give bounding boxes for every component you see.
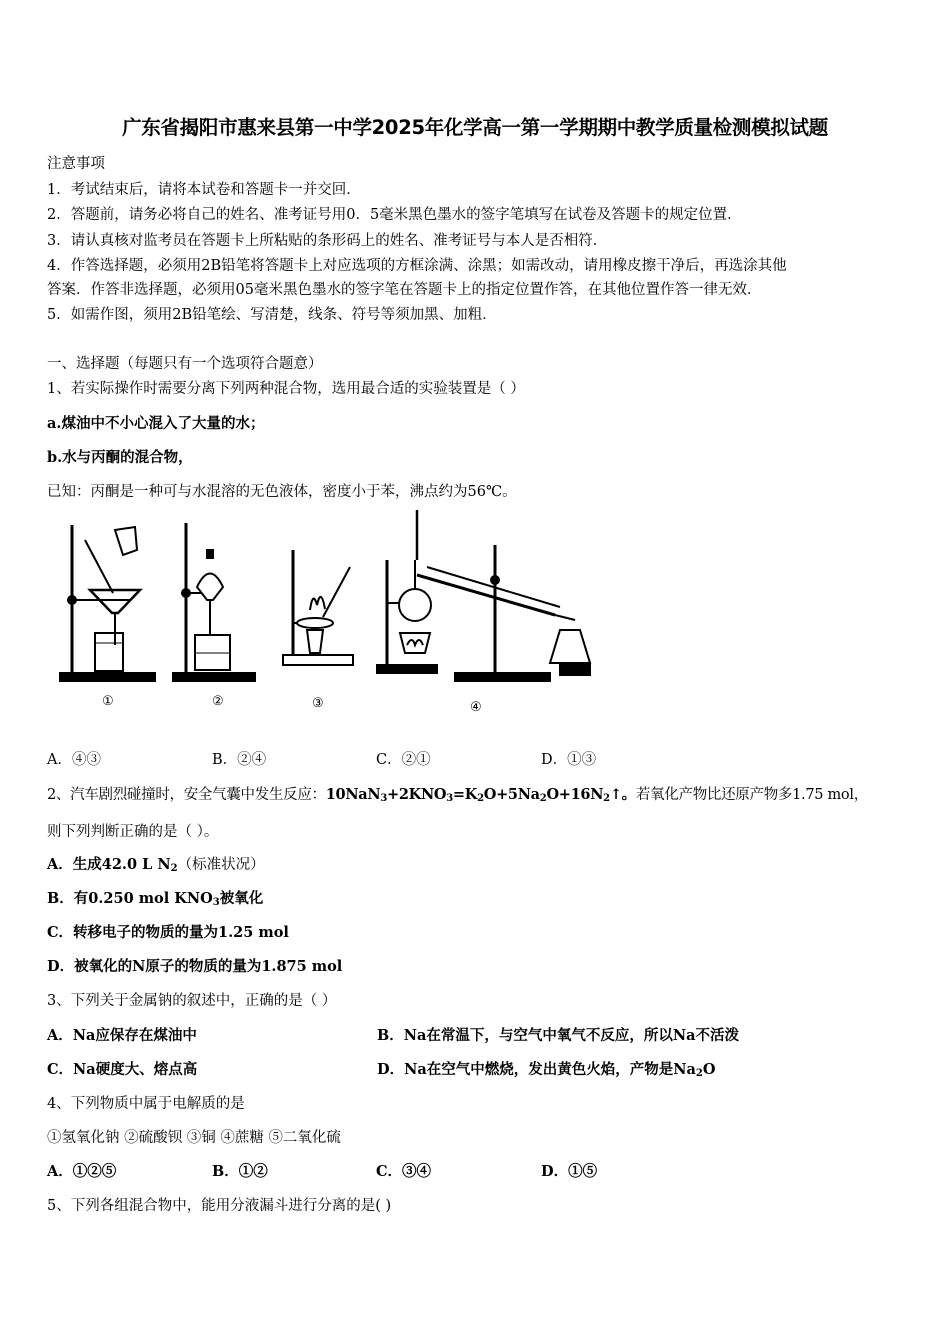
notice-heading: 注意事项: [47, 156, 105, 172]
section-heading: 一、选择题（每题只有一个选项符合题意）: [47, 356, 323, 372]
notice-item: 答案．作答非选择题，必须用05毫米黑色墨水的签字笔在答题卡上的指定位置作答，在其他位置作答一律无效．: [47, 282, 762, 298]
question-2-option-c: C．转移电子的物质的量为1.25 mol: [47, 924, 289, 941]
q2-stem-pre: 2、汽车剧烈碰撞时，安全气囊中发生反应：: [47, 787, 326, 803]
apparatus-figure: [55, 505, 615, 720]
question-2-option-b: B．有0.250 mol $KNO_3$被氧化: [47, 890, 264, 908]
notice-item: 5．如需作图，须用2B铅笔绘、写清楚，线条、符号等须加黑、加粗．: [47, 307, 497, 323]
apparatus-label: ④: [470, 700, 482, 715]
question-1-option-d: D．①③: [541, 752, 597, 768]
question-2-option-d: D．被氧化的N原子的物质的量为1.875 mol: [47, 958, 343, 975]
q2-stem-post: 若氧化产物比还原产物多1.75 mol，: [635, 787, 868, 803]
question-1-item-a: a.煤油中不小心混入了大量的水；: [47, 415, 265, 432]
question-3-option-d: D．Na在空气中燃烧，发出黄色火焰，产物是$Na_2O$: [377, 1061, 716, 1079]
question-3-option-c: C．Na硬度大、熔点高: [47, 1061, 198, 1078]
question-1-item-b: b.水与丙酮的混合物，: [47, 449, 193, 466]
question-2-stem-cont: 则下列判断正确的是（ ）。: [47, 824, 219, 840]
question-2-option-a: A．生成42.0 L $N_2$（标准状况）: [47, 856, 265, 874]
question-4-option-d: D．①⑤: [541, 1163, 598, 1180]
distillation-apparatus: [377, 510, 590, 681]
question-4-option-b: B．①②: [212, 1163, 268, 1180]
question-3-option-b: B．Na在常温下，与空气中氧气不反应，所以Na不活泼: [377, 1027, 740, 1044]
notice-item: 3．请认真核对监考员在答题卡上所粘贴的条形码上的姓名、准考证号与本人是否相符．: [47, 233, 608, 249]
separatory-funnel-apparatus: [173, 523, 255, 681]
apparatus-label: ③: [312, 696, 324, 711]
question-4-option-c: C．③④: [376, 1163, 432, 1180]
question-4-list: ①氢氧化钠 ②硫酸钡 ③铜 ④蔗糖 ⑤二氧化硫: [47, 1130, 341, 1146]
question-1-option-b: B．②④: [212, 752, 267, 768]
question-2-stem: [47, 783, 868, 804]
question-5-stem: 5、下列各组混合物中，能用分液漏斗进行分离的是( ): [47, 1198, 392, 1214]
notice-item: 4．作答选择题，必须用2B铅笔将答题卡上对应选项的方框涂满、涂黑；如需改动，请用橡皮擦干净后，再选涂其他: [47, 258, 787, 274]
apparatus-label: ①: [102, 694, 114, 709]
filtration-apparatus: [60, 525, 155, 681]
question-1-option-a: A．④③: [47, 752, 101, 768]
apparatus-label: ②: [212, 694, 224, 709]
page-title: 广东省揭阳市惠来县第一中学2025年化学高一第一学期期中教学质量检测模拟试题: [122, 116, 828, 139]
question-4-stem: 4、下列物质中属于电解质的是: [47, 1096, 245, 1112]
notice-item: 2．答题前，请务必将自己的姓名、准考证号用0．5毫米黑色墨水的签字笔填写在试卷及答题卡的规定位置．: [47, 207, 742, 223]
evaporation-apparatus: [283, 550, 353, 665]
question-1-stem: 1、若实际操作时需要分离下列两种混合物，选用最合适的实验装置是（ ）: [47, 381, 525, 397]
question-3-option-a: A．Na应保存在煤油中: [47, 1027, 197, 1044]
question-4-option-a: A．①②⑤: [47, 1163, 117, 1180]
question-3-stem: 3、下列关于金属钠的叙述中，正确的是（ ）: [47, 993, 337, 1009]
question-1-known: 已知：丙酮是一种可与水混溶的无色液体，密度小于苯，沸点约为56℃。: [47, 484, 517, 500]
question-1-option-c: C．②①: [376, 752, 431, 768]
notice-item: 1．考试结束后，请将本试卷和答题卡一并交回．: [47, 182, 361, 198]
q2-equation: $10NaN_3+2KNO_3=K_2O+5Na_2O+16N_2↑$。: [325, 786, 636, 804]
